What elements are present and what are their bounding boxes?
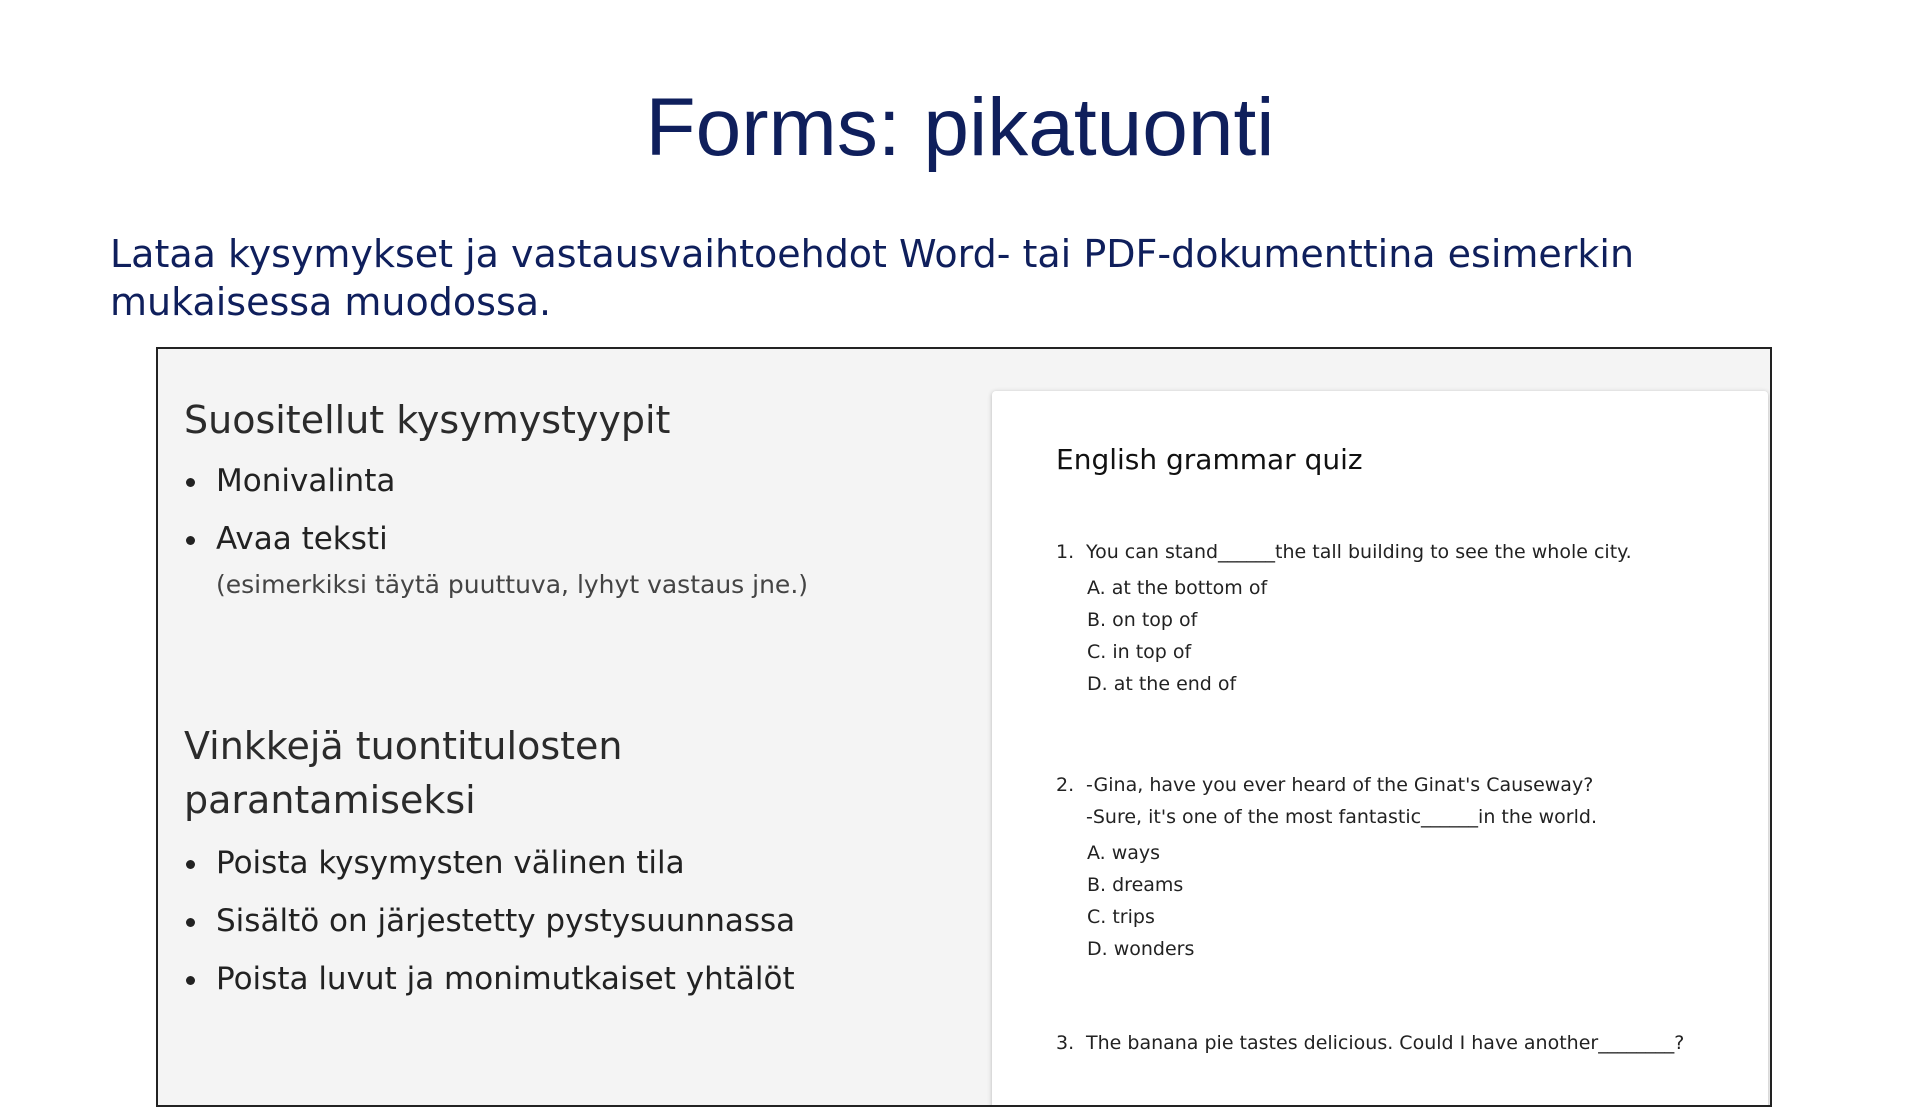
quiz-question (1056, 769, 1756, 965)
answer-option: D. wonders (1087, 938, 1195, 960)
question-number: 3. (1056, 1032, 1075, 1054)
question-text: The banana pie tastes delicious. Could I have another________? (1086, 1032, 1685, 1054)
open-text-note: (esimerkiksi täytä puuttuva, lyhyt vastaus jne.) (216, 570, 809, 599)
list-item (184, 901, 795, 941)
list-item-label: Sisältö on järjestetty pystysuunnassa (216, 903, 796, 939)
embedded-screenshot (156, 347, 1772, 1107)
list-item (184, 959, 795, 999)
quiz-question (1056, 536, 1756, 700)
list-item (184, 519, 808, 603)
answer-option: A. ways (1087, 842, 1161, 864)
list-item-label: Avaa teksti (216, 521, 388, 557)
list-item-label: Poista kysymysten välinen tila (216, 845, 685, 881)
recommended-types-list (184, 461, 808, 621)
question-text: -Gina, have you ever heard of the Ginat's Causeway? (1086, 774, 1594, 796)
answer-option: C. trips (1087, 906, 1155, 928)
tips-list (184, 843, 795, 1017)
list-item (184, 843, 795, 883)
answer-option: B. on top of (1087, 609, 1198, 631)
tips-heading: Vinkkejä tuontitulosten parantamiseksi (184, 724, 623, 822)
slide-subtitle: Lataa kysymykset ja vastausvaihtoehdot Word- tai PDF-dokumenttina esimerkin mukaisessa muodossa. (110, 232, 1635, 324)
list-item-label: Monivalinta (216, 463, 396, 499)
question-number: 1. (1056, 541, 1075, 563)
answer-option: C. in top of (1087, 641, 1192, 663)
recommended-types-heading: Suositellut kysymystyypit (184, 398, 671, 442)
quiz-document (992, 391, 1768, 1107)
answer-option: B. dreams (1087, 874, 1184, 896)
slide-title: Forms: pikatuonti (645, 82, 1275, 173)
quiz-question (1056, 1027, 1756, 1059)
question-number: 2. (1056, 774, 1075, 796)
list-item-label: Poista luvut ja monimutkaiset yhtälöt (216, 961, 795, 997)
question-text: You can stand______the tall building to see the whole city. (1086, 541, 1632, 563)
answer-option: A. at the bottom of (1087, 577, 1268, 599)
answer-option: D. at the end of (1087, 673, 1237, 695)
question-text-continued: -Sure, it's one of the most fantastic______in the world. (1086, 806, 1597, 828)
list-item (184, 461, 808, 501)
quiz-title: English grammar quiz (1056, 443, 1363, 476)
